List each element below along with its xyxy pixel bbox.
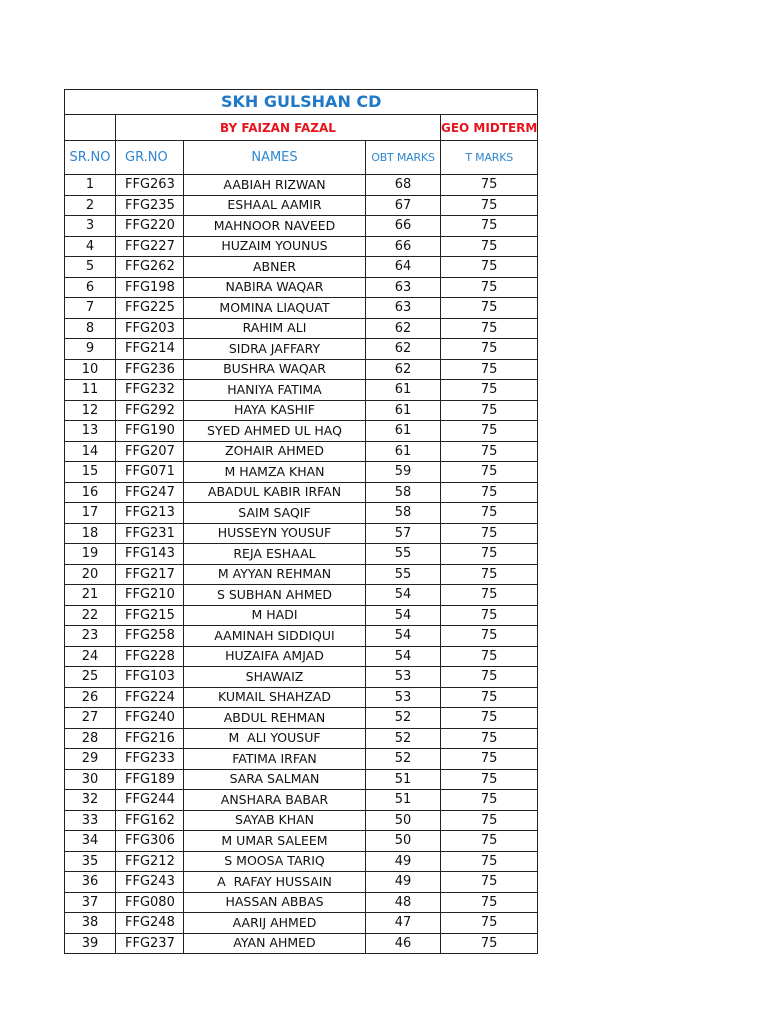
header-row bbox=[65, 141, 538, 175]
obt-marks-cell: 51 bbox=[366, 790, 441, 811]
gr-no-cell: FFG216 bbox=[116, 728, 184, 749]
table-row bbox=[65, 175, 538, 196]
name-cell: AARIJ AHMED bbox=[184, 913, 366, 934]
sr-no-cell: 17 bbox=[65, 503, 116, 524]
sr-no-cell: 20 bbox=[65, 564, 116, 585]
name-cell: HAYA KASHIF bbox=[184, 400, 366, 421]
t-marks-cell: 75 bbox=[441, 236, 538, 257]
t-marks-cell: 75 bbox=[441, 380, 538, 401]
sr-no-cell: 16 bbox=[65, 482, 116, 503]
t-marks-cell: 75 bbox=[441, 728, 538, 749]
sr-no-cell: 29 bbox=[65, 749, 116, 770]
t-marks-cell: 75 bbox=[441, 708, 538, 729]
table-row bbox=[65, 421, 538, 442]
obt-marks-cell: 51 bbox=[366, 769, 441, 790]
table-row bbox=[65, 339, 538, 360]
name-cell: AABIAH RIZWAN bbox=[184, 175, 366, 196]
t-marks-cell: 75 bbox=[441, 298, 538, 319]
gr-no-cell: FFG203 bbox=[116, 318, 184, 339]
t-marks-cell: 75 bbox=[441, 421, 538, 442]
obt-marks-cell: 62 bbox=[366, 339, 441, 360]
name-cell: M HADI bbox=[184, 605, 366, 626]
name-cell: M HAMZA KHAN bbox=[184, 462, 366, 483]
sr-no-cell: 21 bbox=[65, 585, 116, 606]
sr-no-cell: 11 bbox=[65, 380, 116, 401]
sr-no-cell: 26 bbox=[65, 687, 116, 708]
table-row bbox=[65, 523, 538, 544]
name-cell: SAYAB KHAN bbox=[184, 810, 366, 831]
name-cell: ANSHARA BABAR bbox=[184, 790, 366, 811]
t-marks-cell: 75 bbox=[441, 749, 538, 770]
gr-no-cell: FFG243 bbox=[116, 872, 184, 893]
table-row bbox=[65, 503, 538, 524]
gr-no-cell: FFG103 bbox=[116, 667, 184, 688]
obt-marks-cell: 47 bbox=[366, 913, 441, 934]
gr-no-cell: FFG227 bbox=[116, 236, 184, 257]
obt-marks-cell: 55 bbox=[366, 564, 441, 585]
gr-no-cell: FFG210 bbox=[116, 585, 184, 606]
gr-no-cell: FFG143 bbox=[116, 544, 184, 565]
gr-no-cell: FFG207 bbox=[116, 441, 184, 462]
gr-no-cell: FFG306 bbox=[116, 831, 184, 852]
table-row bbox=[65, 462, 538, 483]
table-row bbox=[65, 400, 538, 421]
gr-no-cell: FFG224 bbox=[116, 687, 184, 708]
obt-marks-cell: 64 bbox=[366, 257, 441, 278]
table-row bbox=[65, 708, 538, 729]
obt-marks-cell: 61 bbox=[366, 380, 441, 401]
sr-no-cell: 32 bbox=[65, 790, 116, 811]
obt-marks-cell: 58 bbox=[366, 503, 441, 524]
name-cell: KUMAIL SHAHZAD bbox=[184, 687, 366, 708]
gr-no-cell: FFG232 bbox=[116, 380, 184, 401]
obt-marks-cell: 54 bbox=[366, 646, 441, 667]
header-obt-marks: OBT MARKS bbox=[366, 141, 441, 175]
sr-no-cell: 6 bbox=[65, 277, 116, 298]
obt-marks-cell: 61 bbox=[366, 441, 441, 462]
name-cell: ESHAAL AAMIR bbox=[184, 195, 366, 216]
gr-no-cell: FFG231 bbox=[116, 523, 184, 544]
table-row bbox=[65, 544, 538, 565]
obt-marks-cell: 63 bbox=[366, 277, 441, 298]
sr-no-cell: 19 bbox=[65, 544, 116, 565]
header-sr-no: SR.NO bbox=[65, 141, 116, 175]
gr-no-cell: FFG237 bbox=[116, 933, 184, 954]
t-marks-cell: 75 bbox=[441, 851, 538, 872]
name-cell: HUZAIM YOUNUS bbox=[184, 236, 366, 257]
gr-no-cell: FFG214 bbox=[116, 339, 184, 360]
gr-no-cell: FFG228 bbox=[116, 646, 184, 667]
obt-marks-cell: 49 bbox=[366, 872, 441, 893]
t-marks-cell: 75 bbox=[441, 482, 538, 503]
t-marks-cell: 75 bbox=[441, 277, 538, 298]
name-cell: SHAWAIZ bbox=[184, 667, 366, 688]
name-cell: HASSAN ABBAS bbox=[184, 892, 366, 913]
table-row bbox=[65, 359, 538, 380]
author-label: BY FAIZAN FAZAL bbox=[116, 115, 441, 141]
sr-no-cell: 25 bbox=[65, 667, 116, 688]
sr-no-cell: 33 bbox=[65, 810, 116, 831]
name-cell: HUSSEYN YOUSUF bbox=[184, 523, 366, 544]
obt-marks-cell: 62 bbox=[366, 318, 441, 339]
obt-marks-cell: 54 bbox=[366, 585, 441, 606]
t-marks-cell: 75 bbox=[441, 462, 538, 483]
obt-marks-cell: 58 bbox=[366, 482, 441, 503]
t-marks-cell: 75 bbox=[441, 318, 538, 339]
header-t-marks: T MARKS bbox=[441, 141, 538, 175]
obt-marks-cell: 67 bbox=[366, 195, 441, 216]
name-cell: MAHNOOR NAVEED bbox=[184, 216, 366, 237]
gr-no-cell: FFG292 bbox=[116, 400, 184, 421]
name-cell: S SUBHAN AHMED bbox=[184, 585, 366, 606]
sr-no-cell: 15 bbox=[65, 462, 116, 483]
name-cell: BUSHRA WAQAR bbox=[184, 359, 366, 380]
name-cell: M AYYAN REHMAN bbox=[184, 564, 366, 585]
t-marks-cell: 75 bbox=[441, 769, 538, 790]
sr-no-cell: 3 bbox=[65, 216, 116, 237]
t-marks-cell: 75 bbox=[441, 175, 538, 196]
table-row bbox=[65, 728, 538, 749]
gr-no-cell: FFG248 bbox=[116, 913, 184, 934]
obt-marks-cell: 52 bbox=[366, 728, 441, 749]
obt-marks-cell: 54 bbox=[366, 626, 441, 647]
name-cell: M ALI YOUSUF bbox=[184, 728, 366, 749]
sr-no-cell: 23 bbox=[65, 626, 116, 647]
sr-no-cell: 9 bbox=[65, 339, 116, 360]
gr-no-cell: FFG080 bbox=[116, 892, 184, 913]
blank-cell bbox=[65, 115, 116, 141]
sr-no-cell: 1 bbox=[65, 175, 116, 196]
marks-sheet-table bbox=[64, 89, 538, 954]
table-row bbox=[65, 257, 538, 278]
name-cell: ABADUL KABIR IRFAN bbox=[184, 482, 366, 503]
name-cell: HANIYA FATIMA bbox=[184, 380, 366, 401]
name-cell: SAIM SAQIF bbox=[184, 503, 366, 524]
gr-no-cell: FFG244 bbox=[116, 790, 184, 811]
sr-no-cell: 37 bbox=[65, 892, 116, 913]
title-row bbox=[65, 90, 538, 115]
sr-no-cell: 38 bbox=[65, 913, 116, 934]
sr-no-cell: 14 bbox=[65, 441, 116, 462]
table-row bbox=[65, 195, 538, 216]
obt-marks-cell: 61 bbox=[366, 400, 441, 421]
table-row bbox=[65, 851, 538, 872]
table-row bbox=[65, 769, 538, 790]
name-cell: MOMINA LIAQUAT bbox=[184, 298, 366, 319]
sr-no-cell: 36 bbox=[65, 872, 116, 893]
name-cell: SIDRA JAFFARY bbox=[184, 339, 366, 360]
gr-no-cell: FFG220 bbox=[116, 216, 184, 237]
gr-no-cell: FFG198 bbox=[116, 277, 184, 298]
obt-marks-cell: 48 bbox=[366, 892, 441, 913]
name-cell: M UMAR SALEEM bbox=[184, 831, 366, 852]
obt-marks-cell: 50 bbox=[366, 831, 441, 852]
obt-marks-cell: 66 bbox=[366, 236, 441, 257]
table-row bbox=[65, 687, 538, 708]
sr-no-cell: 4 bbox=[65, 236, 116, 257]
name-cell: A RAFAY HUSSAIN bbox=[184, 872, 366, 893]
obt-marks-cell: 62 bbox=[366, 359, 441, 380]
name-cell: AYAN AHMED bbox=[184, 933, 366, 954]
obt-marks-cell: 68 bbox=[366, 175, 441, 196]
gr-no-cell: FFG189 bbox=[116, 769, 184, 790]
sheet-title: SKH GULSHAN CD bbox=[65, 90, 538, 115]
obt-marks-cell: 63 bbox=[366, 298, 441, 319]
name-cell: HUZAIFA AMJAD bbox=[184, 646, 366, 667]
sr-no-cell: 22 bbox=[65, 605, 116, 626]
sr-no-cell: 34 bbox=[65, 831, 116, 852]
name-cell: AAMINAH SIDDIQUI bbox=[184, 626, 366, 647]
table-row bbox=[65, 810, 538, 831]
t-marks-cell: 75 bbox=[441, 544, 538, 565]
obt-marks-cell: 59 bbox=[366, 462, 441, 483]
gr-no-cell: FFG235 bbox=[116, 195, 184, 216]
gr-no-cell: FFG212 bbox=[116, 851, 184, 872]
name-cell: SYED AHMED UL HAQ bbox=[184, 421, 366, 442]
table-row bbox=[65, 318, 538, 339]
table-row bbox=[65, 646, 538, 667]
t-marks-cell: 75 bbox=[441, 585, 538, 606]
table-row bbox=[65, 236, 538, 257]
t-marks-cell: 75 bbox=[441, 441, 538, 462]
t-marks-cell: 75 bbox=[441, 831, 538, 852]
sr-no-cell: 5 bbox=[65, 257, 116, 278]
gr-no-cell: FFG225 bbox=[116, 298, 184, 319]
t-marks-cell: 75 bbox=[441, 667, 538, 688]
t-marks-cell: 75 bbox=[441, 523, 538, 544]
t-marks-cell: 75 bbox=[441, 257, 538, 278]
table-row bbox=[65, 749, 538, 770]
table-row bbox=[65, 585, 538, 606]
gr-no-cell: FFG240 bbox=[116, 708, 184, 729]
obt-marks-cell: 53 bbox=[366, 667, 441, 688]
name-cell: FATIMA IRFAN bbox=[184, 749, 366, 770]
obt-marks-cell: 52 bbox=[366, 708, 441, 729]
obt-marks-cell: 52 bbox=[366, 749, 441, 770]
obt-marks-cell: 53 bbox=[366, 687, 441, 708]
header-gr-no: GR.NO bbox=[116, 141, 184, 175]
t-marks-cell: 75 bbox=[441, 503, 538, 524]
gr-no-cell: FFG247 bbox=[116, 482, 184, 503]
table-row bbox=[65, 277, 538, 298]
header-names: NAMES bbox=[184, 141, 366, 175]
table-row bbox=[65, 831, 538, 852]
table-row bbox=[65, 605, 538, 626]
name-cell: SARA SALMAN bbox=[184, 769, 366, 790]
gr-no-cell: FFG263 bbox=[116, 175, 184, 196]
t-marks-cell: 75 bbox=[441, 872, 538, 893]
gr-no-cell: FFG233 bbox=[116, 749, 184, 770]
gr-no-cell: FFG162 bbox=[116, 810, 184, 831]
t-marks-cell: 75 bbox=[441, 400, 538, 421]
gr-no-cell: FFG071 bbox=[116, 462, 184, 483]
obt-marks-cell: 49 bbox=[366, 851, 441, 872]
sr-no-cell: 28 bbox=[65, 728, 116, 749]
gr-no-cell: FFG262 bbox=[116, 257, 184, 278]
sr-no-cell: 35 bbox=[65, 851, 116, 872]
t-marks-cell: 75 bbox=[441, 790, 538, 811]
table-row bbox=[65, 482, 538, 503]
table-row bbox=[65, 790, 538, 811]
name-cell: RAHIM ALI bbox=[184, 318, 366, 339]
obt-marks-cell: 54 bbox=[366, 605, 441, 626]
obt-marks-cell: 46 bbox=[366, 933, 441, 954]
sr-no-cell: 13 bbox=[65, 421, 116, 442]
table-row bbox=[65, 441, 538, 462]
t-marks-cell: 75 bbox=[441, 339, 538, 360]
sr-no-cell: 27 bbox=[65, 708, 116, 729]
t-marks-cell: 75 bbox=[441, 810, 538, 831]
t-marks-cell: 75 bbox=[441, 216, 538, 237]
sr-no-cell: 8 bbox=[65, 318, 116, 339]
sr-no-cell: 24 bbox=[65, 646, 116, 667]
table-row bbox=[65, 380, 538, 401]
t-marks-cell: 75 bbox=[441, 626, 538, 647]
table-row bbox=[65, 933, 538, 954]
sr-no-cell: 10 bbox=[65, 359, 116, 380]
t-marks-cell: 75 bbox=[441, 913, 538, 934]
name-cell: ABNER bbox=[184, 257, 366, 278]
sr-no-cell: 30 bbox=[65, 769, 116, 790]
t-marks-cell: 75 bbox=[441, 687, 538, 708]
obt-marks-cell: 57 bbox=[366, 523, 441, 544]
t-marks-cell: 75 bbox=[441, 359, 538, 380]
gr-no-cell: FFG217 bbox=[116, 564, 184, 585]
table-row bbox=[65, 626, 538, 647]
t-marks-cell: 75 bbox=[441, 933, 538, 954]
t-marks-cell: 75 bbox=[441, 564, 538, 585]
name-cell: NABIRA WAQAR bbox=[184, 277, 366, 298]
gr-no-cell: FFG213 bbox=[116, 503, 184, 524]
table-row bbox=[65, 298, 538, 319]
t-marks-cell: 75 bbox=[441, 646, 538, 667]
sr-no-cell: 7 bbox=[65, 298, 116, 319]
gr-no-cell: FFG236 bbox=[116, 359, 184, 380]
sr-no-cell: 39 bbox=[65, 933, 116, 954]
subtitle-row bbox=[65, 115, 538, 141]
gr-no-cell: FFG258 bbox=[116, 626, 184, 647]
obt-marks-cell: 50 bbox=[366, 810, 441, 831]
table-row bbox=[65, 872, 538, 893]
t-marks-cell: 75 bbox=[441, 605, 538, 626]
table-row bbox=[65, 913, 538, 934]
name-cell: S MOOSA TARIQ bbox=[184, 851, 366, 872]
gr-no-cell: FFG215 bbox=[116, 605, 184, 626]
table-row bbox=[65, 892, 538, 913]
table-row bbox=[65, 564, 538, 585]
t-marks-cell: 75 bbox=[441, 892, 538, 913]
table-row bbox=[65, 667, 538, 688]
obt-marks-cell: 66 bbox=[366, 216, 441, 237]
obt-marks-cell: 55 bbox=[366, 544, 441, 565]
name-cell: ZOHAIR AHMED bbox=[184, 441, 366, 462]
table-row bbox=[65, 216, 538, 237]
sr-no-cell: 2 bbox=[65, 195, 116, 216]
sr-no-cell: 18 bbox=[65, 523, 116, 544]
obt-marks-cell: 61 bbox=[366, 421, 441, 442]
name-cell: ABDUL REHMAN bbox=[184, 708, 366, 729]
gr-no-cell: FFG190 bbox=[116, 421, 184, 442]
exam-label: GEO MIDTERM bbox=[441, 115, 538, 141]
t-marks-cell: 75 bbox=[441, 195, 538, 216]
sr-no-cell: 12 bbox=[65, 400, 116, 421]
name-cell: REJA ESHAAL bbox=[184, 544, 366, 565]
